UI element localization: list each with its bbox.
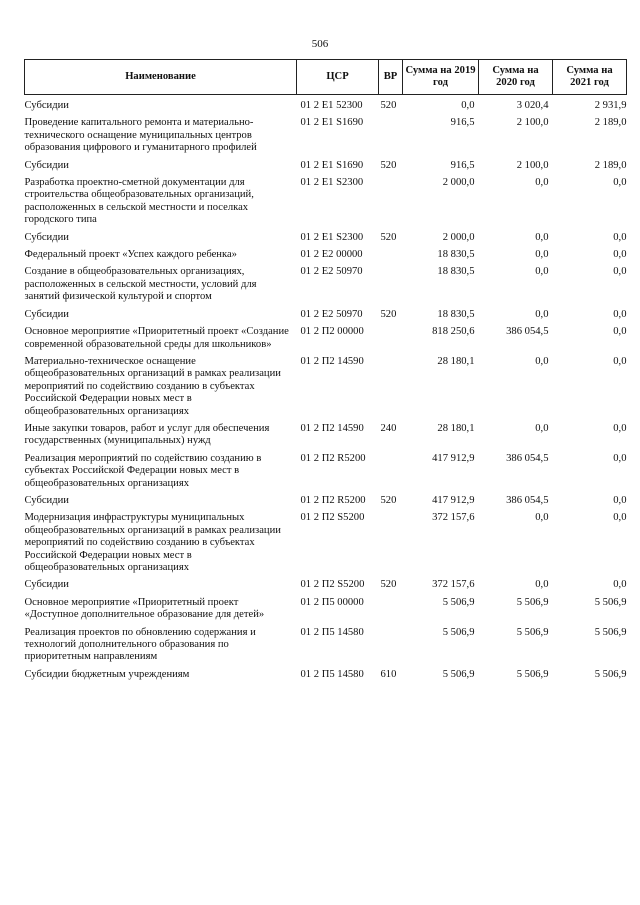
row-csr: 01 2 E2 50970 [300,308,363,320]
row-sum-2019: 372 157,6 [432,512,475,524]
table-row [25,326,627,356]
budget-table [24,59,627,686]
page-number: 506 [311,38,329,50]
table-row [25,177,627,232]
row-name: Субсидии [24,579,69,591]
row-vr: 520 [380,494,397,506]
row-name: Субсидии бюджетным учреждениям [24,668,190,680]
row-vr: 240 [380,422,397,434]
row-sum-2021: 0,0 [613,579,627,591]
row-name: Федеральный проект «Успех каждого ребенка» [24,249,237,261]
row-csr: 01 2 П2 14590 [300,422,364,434]
row-sum-2020: 386 054,5 [506,494,549,506]
row-vr [379,177,403,232]
table-row [25,627,627,669]
row-sum-2021: 0,0 [613,422,627,434]
row-vr [379,512,403,579]
row-sum-2019: 5 506,9 [442,668,475,680]
row-vr: 520 [380,159,397,171]
table-row [25,160,627,177]
row-name: Модернизация инфраструктуры муниципальных общеобразовательных организаций в рамках реализации мероприятий по содействию созданию в субъектах Российской Федерации новых мест в общеобразовательных организациях [24,512,281,573]
row-name: Субсидии [24,100,69,111]
row-csr: 01 2 П5 14580 [300,626,364,638]
row-sum-2020: 0,0 [535,249,549,261]
row-vr [379,627,403,669]
row-csr: 01 2 П2 S5200 [300,512,365,524]
row-sum-2020: 386 054,5 [506,452,549,464]
table-row [25,232,627,249]
row-sum-2021: 0,0 [613,494,627,506]
row-vr [379,356,403,423]
table-row [25,453,627,495]
row-csr: 01 2 П2 R5200 [300,452,366,464]
row-name: Субсидии [24,308,69,320]
row-name: Основное мероприятие «Приоритетный проект «Доступное дополнительное образование для детей» [24,596,265,621]
row-sum-2021: 0,0 [613,355,627,367]
row-csr: 01 2 E1 S1690 [300,159,364,171]
row-csr: 01 2 П2 14590 [300,355,364,367]
row-name: Реализация проектов по обновлению содержания и технологий дополнительного образования по приоритетным направлениям [24,626,256,663]
row-sum-2020: 0,0 [535,355,549,367]
table-row [25,356,627,423]
row-sum-2019: 18 830,5 [437,266,475,278]
row-sum-2019: 18 830,5 [437,249,475,261]
row-sum-2021: 2 189,0 [594,159,627,171]
row-vr [379,326,403,356]
row-csr: 01 2 E2 00000 [300,249,363,261]
row-sum-2020: 0,0 [535,422,549,434]
row-sum-2020: 0,0 [535,177,549,189]
row-csr: 01 2 П5 14580 [300,668,364,680]
row-sum-2019: 18 830,5 [437,308,475,320]
row-name: Реализация мероприятий по содействию созданию в субъектах Российской Федерации новых мест в общеобразовательных организациях [24,452,262,489]
row-csr: 01 2 E1 52300 [300,100,363,111]
row-sum-2021: 0,0 [613,326,627,338]
row-vr [379,597,403,627]
header-name: Наименование [25,60,297,95]
row-csr: 01 2 E1 S2300 [300,177,364,189]
row-vr: 520 [380,308,397,320]
row-name: Основное мероприятие «Приоритетный проект «Создание современной образовательной среды для школьников» [24,326,289,350]
table-header-row [25,60,627,95]
row-vr [379,266,403,308]
table-row [25,266,627,308]
row-sum-2020: 0,0 [535,579,549,591]
row-vr [379,117,403,159]
row-sum-2021: 0,0 [613,452,627,464]
header-vr: ВР [379,60,403,95]
row-name: Субсидии [24,159,69,171]
row-sum-2021: 5 506,9 [594,596,627,608]
table-row [25,597,627,627]
row-sum-2020: 2 100,0 [516,159,549,171]
row-sum-2021: 0,0 [613,266,627,278]
row-sum-2019: 2 000,0 [442,177,475,189]
row-vr [379,249,403,266]
row-name: Субсидии [24,231,69,243]
row-csr: 01 2 П5 00000 [300,596,364,608]
row-sum-2019: 28 180,1 [437,422,475,434]
row-sum-2020: 0,0 [535,266,549,278]
table-row [25,579,627,596]
row-name: Разработка проектно-сметной документации для строительства общеобразовательных организаций, расположенных в сельской местности и поселках городского типа [24,177,254,226]
row-name: Создание в общеобразовательных организациях, расположенных в сельской местности, условий для занятий физической культурой и спортом [24,266,257,303]
row-sum-2019: 417 912,9 [432,452,475,464]
row-sum-2021: 2 931,9 [594,100,627,111]
row-vr [379,453,403,495]
row-sum-2019: 916,5 [450,117,475,129]
header-sum-2021: Сумма на 2021 год [553,60,627,95]
header-sum-2019: Сумма на 2019 год [403,60,479,95]
row-sum-2020: 5 506,9 [516,626,549,638]
row-sum-2021: 5 506,9 [594,626,627,638]
table-row [25,117,627,159]
row-sum-2020: 386 054,5 [506,326,549,338]
row-name: Проведение капитального ремонта и материально-технического оснащение муниципальных центров образования цифрового и гуманитарного профилей [24,117,257,154]
row-sum-2020: 0,0 [535,512,549,524]
row-csr: 01 2 E2 50970 [300,266,363,278]
row-sum-2019: 0,0 [461,100,475,111]
header-sum-2020: Сумма на 2020 год [479,60,553,95]
row-csr: 01 2 П2 00000 [300,326,364,338]
row-sum-2021: 0,0 [613,249,627,261]
row-sum-2019: 5 506,9 [442,626,475,638]
row-sum-2019: 818 250,6 [432,326,475,338]
table-row [25,309,627,326]
table-row [25,669,627,686]
table-row [25,95,627,118]
row-sum-2020: 2 100,0 [516,117,549,129]
row-sum-2019: 372 157,6 [432,579,475,591]
row-name: Иные закупки товаров, работ и услуг для обеспечения государственных (муниципальных) нужд [24,422,270,447]
table-row [25,423,627,453]
row-sum-2020: 0,0 [535,231,549,243]
row-sum-2019: 417 912,9 [432,494,475,506]
table-body [25,95,627,687]
row-sum-2021: 2 189,0 [594,117,627,129]
row-sum-2020: 0,0 [535,308,549,320]
row-sum-2019: 2 000,0 [442,231,475,243]
row-vr: 520 [380,579,397,591]
row-vr: 520 [380,231,397,243]
row-name: Субсидии [24,494,69,506]
row-sum-2020: 5 506,9 [516,596,549,608]
row-vr: 520 [380,100,397,111]
row-sum-2021: 0,0 [613,177,627,189]
row-sum-2021: 5 506,9 [594,668,627,680]
row-name: Материально-техническое оснащение общеобразовательных организаций в рамках реализации мероприятий по содействию созданию в субъектах Российской Федерации новых мест в общеобразовательных организациях [24,355,281,417]
row-csr: 01 2 E1 S1690 [300,117,364,129]
row-sum-2019: 28 180,1 [437,355,475,367]
header-csr: ЦСР [297,60,379,95]
row-csr: 01 2 П2 R5200 [300,494,366,506]
row-sum-2021: 0,0 [613,231,627,243]
table-row [25,249,627,266]
row-csr: 01 2 П2 S5200 [300,579,365,591]
table-row [25,495,627,512]
row-csr: 01 2 E1 S2300 [300,231,364,243]
table-row [25,512,627,579]
row-vr: 610 [380,668,397,680]
row-sum-2020: 5 506,9 [516,668,549,680]
row-sum-2021: 0,0 [613,308,627,320]
row-sum-2020: 3 020,4 [516,100,549,111]
row-sum-2019: 5 506,9 [442,596,475,608]
row-sum-2021: 0,0 [613,512,627,524]
row-sum-2019: 916,5 [450,159,475,171]
